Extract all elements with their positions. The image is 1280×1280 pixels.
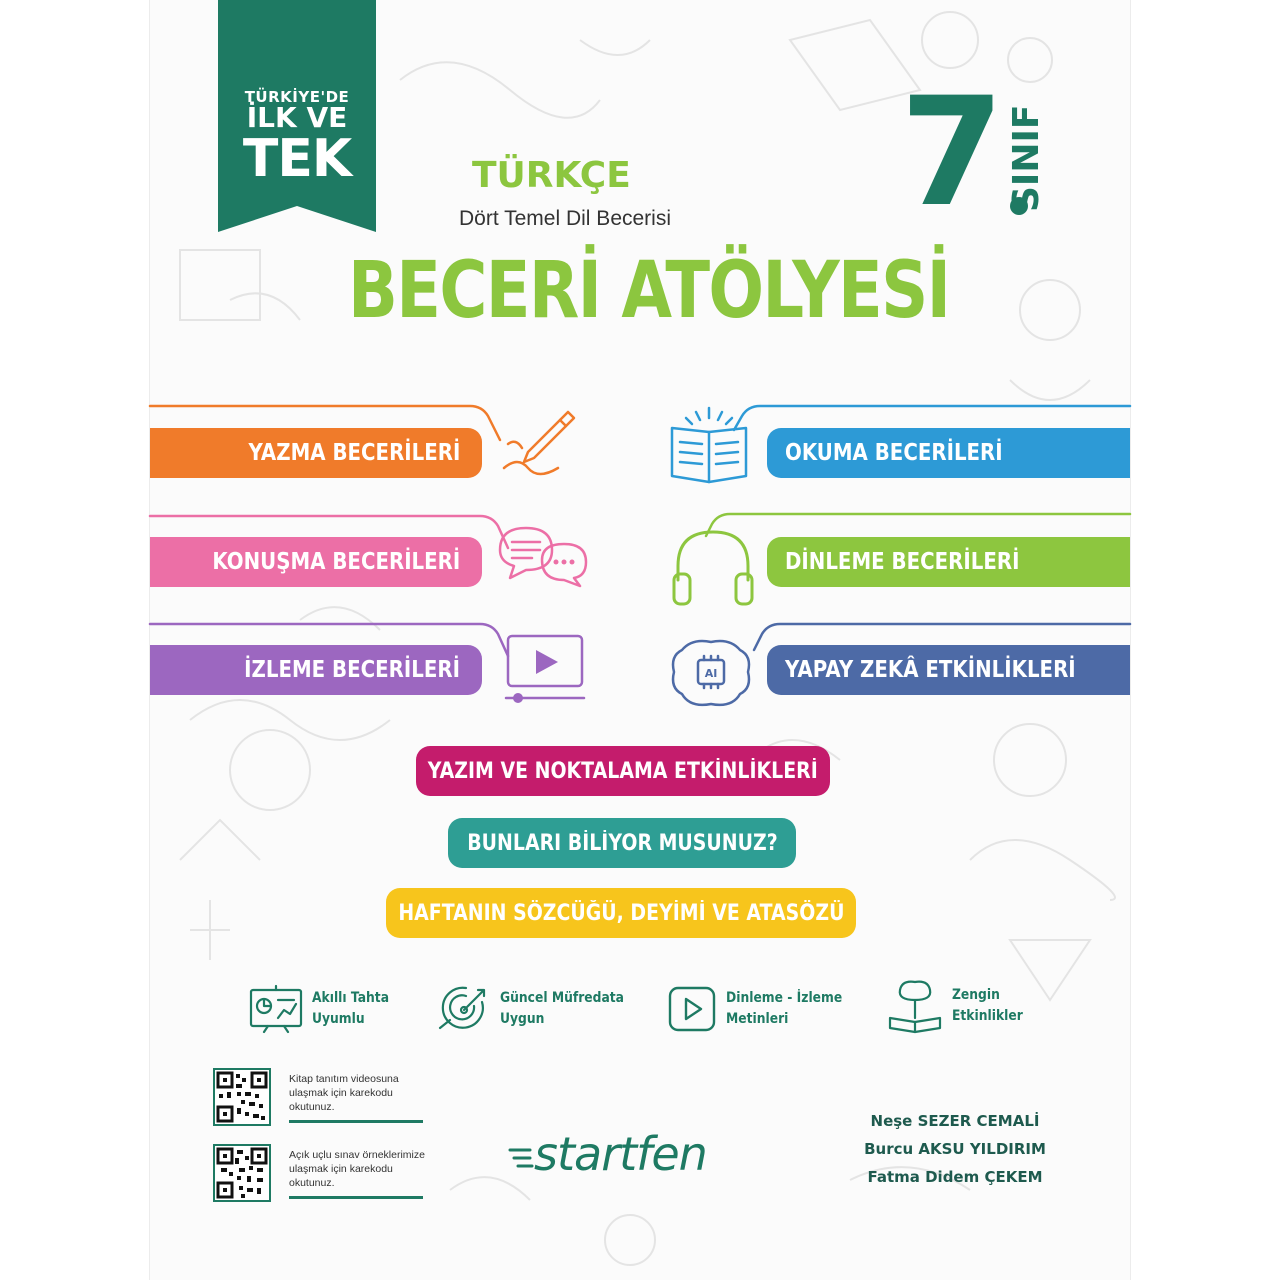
skill-watching: İZLEME BECERİLERİ <box>150 645 482 695</box>
speech-bubbles-icon <box>496 522 592 588</box>
skill-speaking: KONUŞMA BECERİLERİ <box>150 537 482 587</box>
grade-number: 7 <box>900 66 1005 240</box>
open-book-icon <box>666 404 752 486</box>
extra-did-you-know: BUNLARI BİLİYOR MUSUNUZ? <box>448 818 796 868</box>
qr-caption-2: Açık uçlu sınav örneklerimize ulaşmak için karekodu okutunuz. <box>289 1149 425 1189</box>
play-button-icon <box>666 984 718 1034</box>
extra-spelling-punctuation: YAZIM VE NOKTALAMA ETKİNLİKLERİ <box>416 746 830 796</box>
publisher-logo <box>508 1122 768 1182</box>
svg-text:SINIF: SINIF <box>1006 104 1047 212</box>
author-1: Neşe SEZER CEMALİ <box>870 1112 1040 1130</box>
svg-text:AI: AI <box>704 667 718 680</box>
author-3: Fatma Didem ÇEKEM <box>867 1168 1043 1186</box>
smart-board-icon <box>248 984 304 1034</box>
subject-label: TÜRKÇE <box>472 155 631 196</box>
qr-code-exam-samples[interactable] <box>213 1144 271 1202</box>
skill-listening: DİNLEME BECERİLERİ <box>767 537 1130 587</box>
qr-caption-1: Kitap tanıtım videosuna ulaşmak için karekodu okutunuz. <box>289 1073 399 1113</box>
target-icon <box>436 984 492 1034</box>
badge-line2: İLK VE <box>246 101 348 134</box>
book-tree-icon <box>886 978 944 1034</box>
badge-line3: TEK <box>242 129 352 189</box>
ai-brain-icon <box>668 636 754 710</box>
main-title: BECERİ ATÖLYESİ <box>348 246 950 336</box>
qr-code-book-video[interactable] <box>213 1068 271 1126</box>
pen-writing-icon <box>498 404 578 482</box>
svg-text:startfen: startfen <box>534 1127 707 1181</box>
skill-ai: YAPAY ZEKÂ ETKİNLİKLERİ <box>767 645 1130 695</box>
grade-word <box>1000 100 1050 220</box>
qr-underline-2 <box>289 1196 423 1199</box>
subtitle: Dört Temel Dil Becerisi <box>459 207 671 230</box>
feature-listening-texts: Dinleme - İzleme Metinleri <box>666 984 858 1034</box>
skill-reading: OKUMA BECERİLERİ <box>767 428 1130 478</box>
feature-rich-activities: Zengin Etkinlikler <box>886 978 1032 1034</box>
feature-curriculum: Güncel Müfredata Uygun <box>436 984 641 1034</box>
feature-smart-board: Akıllı Tahta Uyumlu <box>248 984 400 1034</box>
video-player-icon <box>504 632 586 706</box>
badge-line1: TÜRKİYE'DE <box>244 88 350 106</box>
skill-writing: YAZMA BECERİLERİ <box>150 428 482 478</box>
extra-word-of-week: HAFTANIN SÖZCÜĞÜ, DEYİMİ VE ATASÖZÜ <box>386 888 856 938</box>
first-and-only-badge <box>218 0 376 232</box>
author-2: Burcu AKSU YILDIRIM <box>864 1140 1046 1158</box>
headphones-icon <box>670 524 756 610</box>
qr-underline-1 <box>289 1120 423 1123</box>
